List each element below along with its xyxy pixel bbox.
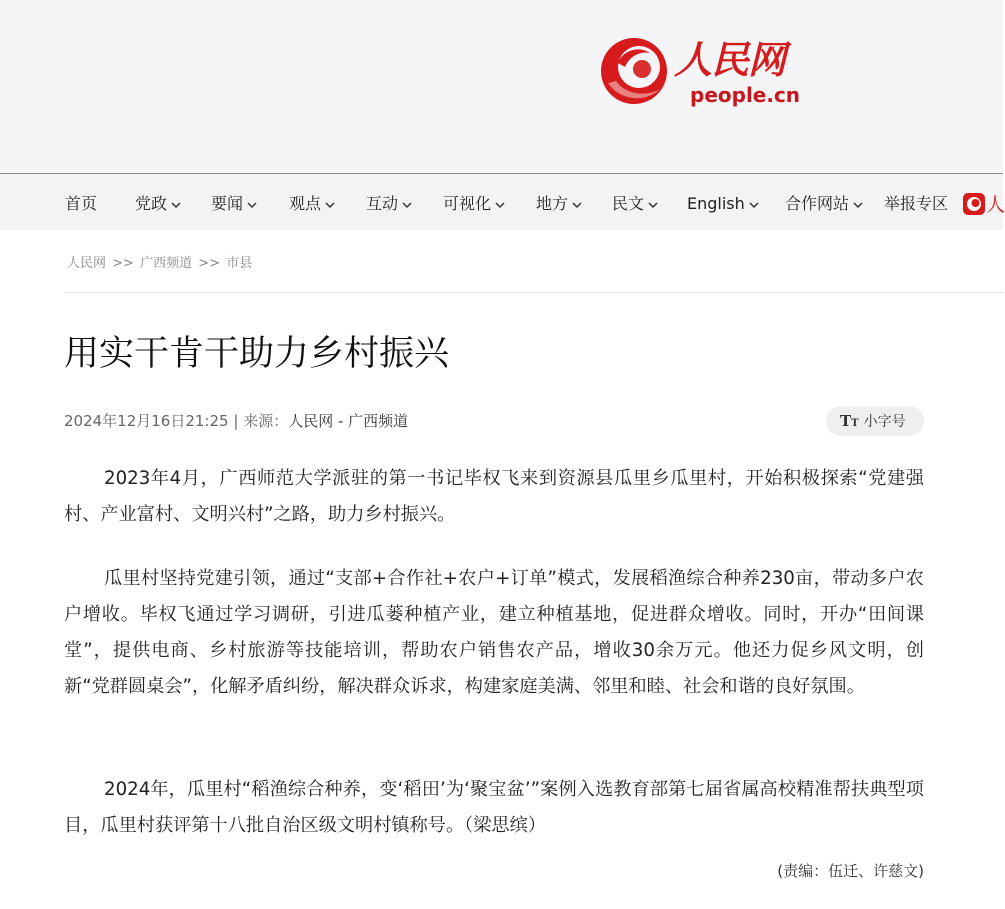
nav-item-english[interactable] bbox=[687, 174, 760, 230]
breadcrumb-item-county[interactable]: 市县 bbox=[226, 256, 253, 271]
chevron-down-icon bbox=[571, 200, 583, 210]
chevron-down-icon bbox=[246, 200, 258, 210]
article-title: 用实干肯干助力乡村振兴 bbox=[64, 334, 450, 374]
article-meta bbox=[64, 410, 408, 431]
breadcrumb-separator: >> bbox=[112, 256, 134, 271]
nav-item-label: 观点 bbox=[289, 194, 322, 213]
nav-item-label: 互动 bbox=[366, 194, 399, 213]
nav-item-hudong[interactable] bbox=[366, 174, 413, 230]
chevron-down-icon bbox=[170, 200, 182, 210]
article-paragraph: 2024年，瓜里村“稻渔综合种养，变‘稻田’为‘聚宝盆’”案例入选教育部第七届省属高校精准帮扶典型项目，瓜里村获评第十八批自治区级文明村镇称号。（梁思缤） bbox=[64, 779, 924, 836]
text-size-icon-small: T bbox=[851, 418, 859, 429]
nav-brand-link[interactable] bbox=[963, 190, 1005, 216]
source-label: 来源： bbox=[243, 412, 289, 430]
nav-item-label: 首页 bbox=[65, 194, 98, 213]
nav-item-dangzheng[interactable] bbox=[135, 174, 182, 230]
breadcrumb-separator: >> bbox=[198, 256, 221, 271]
nav-item-partner-sites[interactable] bbox=[785, 174, 864, 230]
editor-credit: (责编：伍迁、许慈文) bbox=[777, 862, 924, 880]
people-app-icon bbox=[963, 193, 985, 215]
logo-domain: people.cn bbox=[690, 83, 801, 107]
site-header bbox=[0, 0, 1003, 174]
article-paragraph: 2023年4月，广西师范大学派驻的第一书记毕权飞来到资源县瓜里乡瓜里村，开始积极探索“党建强村、产业富村、文明兴村”之路，助力乡村振兴。 bbox=[64, 468, 924, 525]
people-cn-logo[interactable] bbox=[598, 27, 813, 112]
nav-item-label: 合作网站 bbox=[785, 194, 850, 213]
nav-brand-text: 人 bbox=[986, 194, 1005, 216]
chevron-down-icon bbox=[401, 200, 413, 210]
main-nav bbox=[0, 174, 1003, 230]
nav-item-keshihua[interactable] bbox=[443, 174, 506, 230]
font-size-label: 小字号 bbox=[863, 414, 906, 430]
source-link[interactable]: 人民网 - 广西频道 bbox=[288, 412, 409, 430]
nav-item-label: 地方 bbox=[536, 194, 569, 213]
publish-date: 2024年12月16日21:25 bbox=[64, 412, 229, 430]
text-size-icon bbox=[840, 412, 859, 430]
nav-item-label: 党政 bbox=[135, 194, 168, 213]
nav-item-report[interactable] bbox=[884, 174, 948, 230]
nav-item-guandian[interactable] bbox=[289, 174, 336, 230]
breadcrumb-item-people[interactable]: 人民网 bbox=[67, 256, 107, 271]
article-paragraph: 瓜里村坚持党建引领，通过“支部+合作社+农户+订单”模式，发展稻渔综合种养230亩，带动多户农户增收。毕权飞通过学习调研，引进瓜蒌种植产业，建立种植基地，促进群众增收。同时，开办“田间课堂”，提供电商、乡村旅游等技能培训，帮助农户销售农产品，增收30余万元。他还力促乡风文明，创新“党群圆桌会”，化解矛盾纠纷，解决群众诉求，构建家庭美满、邻里和睦、社会和谐的良好氛围。 bbox=[64, 568, 924, 697]
breadcrumb bbox=[67, 252, 252, 271]
font-size-button[interactable] bbox=[826, 406, 924, 436]
chevron-down-icon bbox=[647, 200, 659, 210]
nav-item-label: 可视化 bbox=[443, 194, 492, 213]
nav-item-label: 要闻 bbox=[211, 194, 244, 213]
nav-item-minwen[interactable] bbox=[612, 174, 659, 230]
nav-item-label: 民文 bbox=[612, 194, 645, 213]
nav-item-difang[interactable] bbox=[536, 174, 583, 230]
chevron-down-icon bbox=[494, 200, 506, 210]
chevron-down-icon bbox=[852, 200, 864, 210]
nav-item-label: 举报专区 bbox=[884, 194, 949, 213]
breadcrumb-item-guangxi[interactable]: 广西频道 bbox=[140, 256, 193, 271]
text-size-icon-big: T bbox=[840, 412, 852, 430]
breadcrumb-divider bbox=[64, 292, 1003, 293]
logo-text: 人民网 bbox=[674, 37, 786, 82]
nav-item-yaowen[interactable] bbox=[211, 174, 258, 230]
chevron-down-icon bbox=[748, 200, 760, 210]
nav-item-home[interactable] bbox=[65, 174, 97, 230]
chevron-down-icon bbox=[324, 200, 336, 210]
logo-emblem-icon bbox=[598, 31, 674, 109]
meta-separator: | bbox=[233, 412, 239, 430]
nav-item-label: English bbox=[687, 194, 745, 213]
